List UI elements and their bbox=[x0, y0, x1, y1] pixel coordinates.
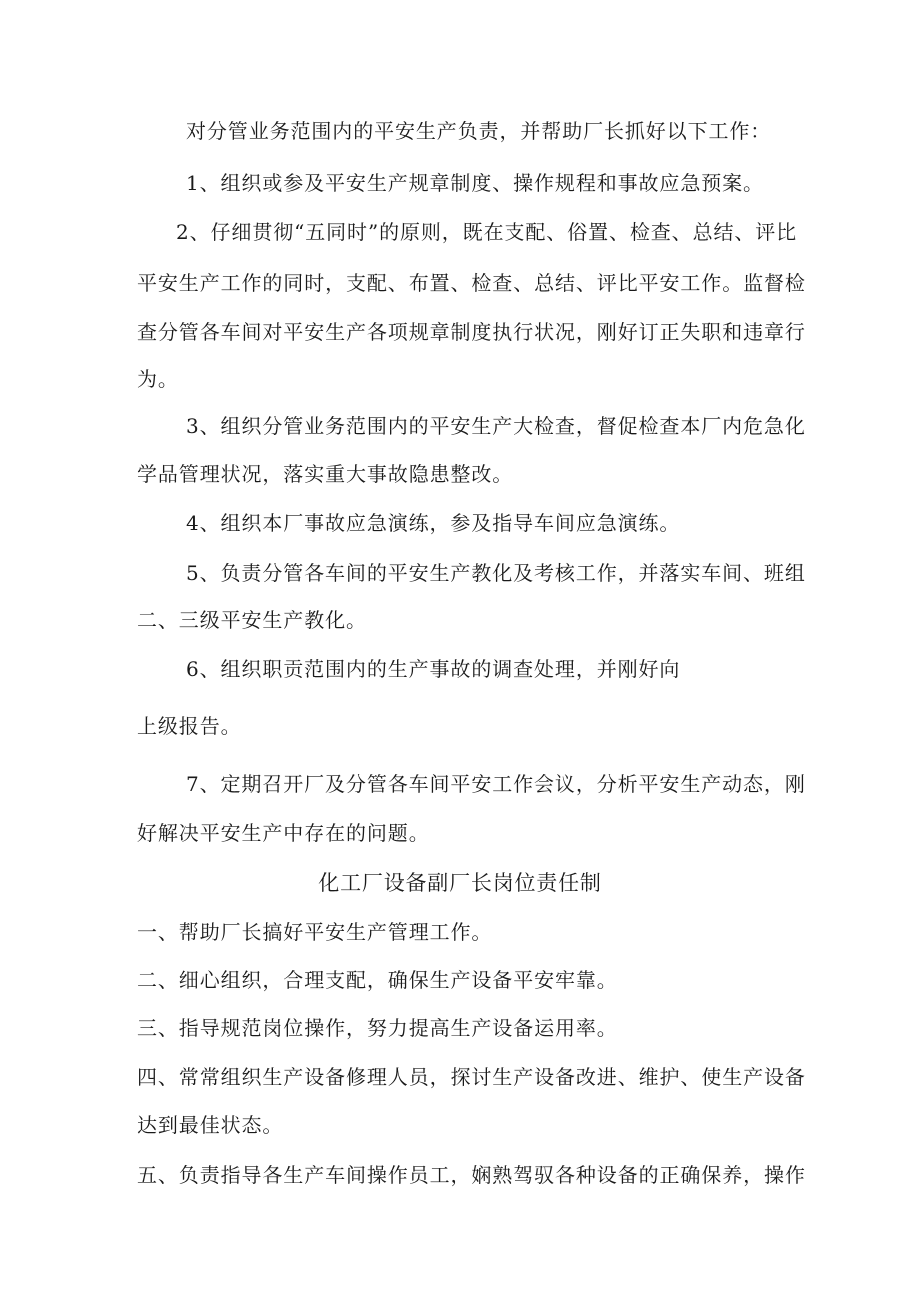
equipment-item-4-line-2: 达到最佳状态。 bbox=[137, 1113, 284, 1137]
duty-item-6-line-2: 上级报告。 bbox=[137, 714, 242, 738]
equipment-item-4-line-1: 四、常常组织生产设备修理人员，探讨生产设备改进、维护、使生产设备 bbox=[137, 1065, 806, 1089]
equipment-item-5: 五、负责指导各生产车间操作员工，娴熟驾驭各种设备的正确保养，操作 bbox=[137, 1163, 806, 1187]
equipment-item-3: 三、指导规范岗位操作，努力提高生产设备运用率。 bbox=[137, 1016, 618, 1040]
duty-item-5-line-2: 二、三级平安生产教化。 bbox=[137, 608, 367, 632]
duty-item-3-line-2: 学品管理状况，落实重大事故隐患整改。 bbox=[137, 462, 514, 486]
duty-item-7-line-1: 7、定期召开厂及分管各车间平安工作会议，分析平安生产动态，刚 bbox=[186, 772, 806, 796]
intro-text: 对分管业务范围内的平安生产负责，并帮助厂长抓好以下工作： bbox=[186, 119, 772, 143]
duty-item-2-line-1: 2、仔细贯彻“五同时”的原则，既在支配、俗置、检查、总结、评比 bbox=[176, 220, 798, 244]
duty-item-7-line-2: 好解决平安生产中存在的问题。 bbox=[137, 821, 430, 845]
duty-item-2-line-4: 为。 bbox=[137, 367, 179, 391]
section-title: 化工厂设备副厂长岗位责任制 bbox=[318, 871, 602, 895]
equipment-item-1: 一、帮助厂长搞好平安生产管理工作。 bbox=[137, 920, 493, 944]
duty-item-3-line-1: 3、组织分管业务范围内的平安生产大检查，督促检查本厂内危急化 bbox=[186, 414, 806, 438]
duty-item-4: 4、组织本厂事故应急演练，参及指导车间应急演练。 bbox=[186, 511, 681, 535]
duty-item-2-line-3: 查分管各车间对平安生产各项规章制度执行状况，刚好订正失职和违章行 bbox=[137, 320, 806, 344]
duty-item-2-line-2: 平安生产工作的同时，支配、布置、检查、总结、评比平安工作。监督检 bbox=[137, 271, 806, 295]
duty-item-1: 1、组织或参及平安生产规章制度、操作规程和事故应急预案。 bbox=[186, 171, 764, 195]
equipment-item-2: 二、细心组织，合理支配，确保生产设备平安牢靠。 bbox=[137, 968, 618, 992]
duty-item-6-line-1: 6、组织职贡范围内的生产事故的调查处理，并刚好向 bbox=[186, 657, 681, 681]
duty-item-5-line-1: 5、负责分管各车间的平安生产教化及考核工作，并落实车间、班组 bbox=[186, 561, 806, 585]
